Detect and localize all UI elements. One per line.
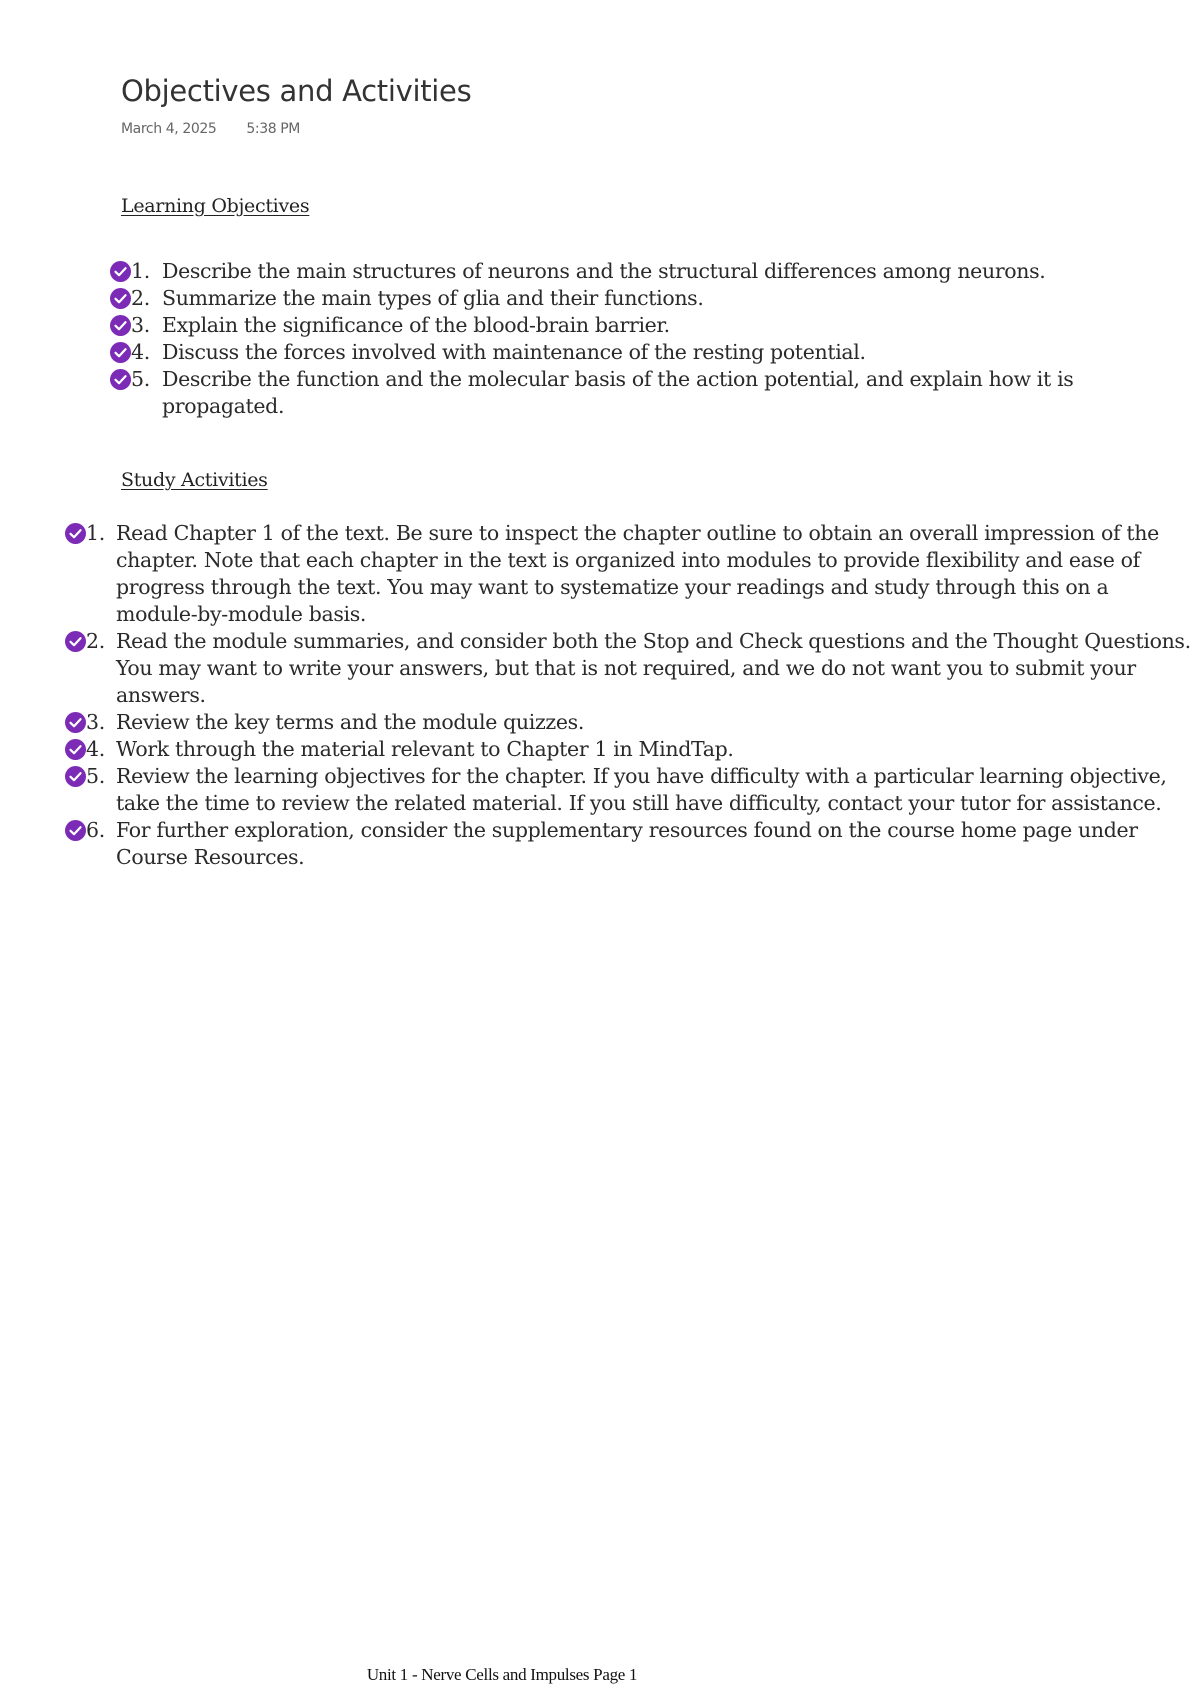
list-text: Discuss the forces involved with maintenance of the resting potential.: [162, 340, 866, 364]
list-number: 3.: [131, 313, 150, 337]
checkmark-circle-icon[interactable]: [110, 261, 131, 282]
list-text: Read the module summaries, and consider both the Stop and Check questions and the Thought Questions. You may want to write your answers, but that is not required, and we do not want you to submit your answers.: [116, 629, 1191, 707]
checkmark-circle-icon[interactable]: [65, 523, 86, 544]
list-text: Explain the significance of the blood-brain barrier.: [162, 313, 670, 337]
list-number: 1.: [131, 259, 150, 283]
list-number: 3.: [86, 710, 105, 734]
list-text: For further exploration, consider the supplementary resources found on the course home page under Course Resources.: [116, 818, 1138, 869]
list-text: Read Chapter 1 of the text. Be sure to inspect the chapter outline to obtain an overall impression of the chapter. Note that each chapter in the text is organized into modules to provide flexibility and ease of progress through the text. You may want to systematize your readings and study through this on a module-by-module basis.: [116, 521, 1159, 626]
study-activity-item: [65, 520, 1195, 628]
checkmark-circle-icon[interactable]: [110, 369, 131, 390]
checkmark-circle-icon[interactable]: [65, 766, 86, 787]
learning-objectives-heading: Learning Objectives: [121, 195, 310, 217]
checkmark-circle-icon[interactable]: [65, 820, 86, 841]
page-footer: Unit 1 - Nerve Cells and Impulses Page 1: [366, 1665, 638, 1684]
study-activities-heading: Study Activities: [121, 469, 268, 491]
checkmark-circle-icon[interactable]: [110, 288, 131, 309]
list-text: Describe the main structures of neurons and the structural differences among neurons.: [162, 259, 1046, 283]
study-activity-item: [65, 817, 1195, 871]
study-activity-item: [65, 709, 1195, 736]
list-text: Describe the function and the molecular basis of the action potential, and explain how it is propagated.: [162, 367, 1074, 418]
list-number: 5.: [86, 764, 105, 788]
list-number: 5.: [131, 367, 150, 391]
learning-objective-item: [110, 366, 1190, 420]
learning-objectives-list: [110, 258, 1190, 420]
page-meta: [121, 121, 300, 137]
study-activity-item: [65, 628, 1195, 709]
study-activity-item: [65, 763, 1195, 817]
learning-objective-item: [110, 285, 1190, 312]
list-number: 2.: [131, 286, 150, 310]
checkmark-circle-icon[interactable]: [65, 631, 86, 652]
learning-objective-item: [110, 312, 1190, 339]
page-date: March 4, 2025: [121, 121, 217, 137]
list-text: Review the learning objectives for the chapter. If you have difficulty with a particular learning objective, take the time to review the related material. If you still have difficulty, contact your tutor for assistance.: [116, 764, 1167, 815]
checkmark-circle-icon[interactable]: [110, 342, 131, 363]
page-title: Objectives and Activities: [121, 74, 472, 108]
list-text: Summarize the main types of glia and their functions.: [162, 286, 704, 310]
checkmark-circle-icon[interactable]: [65, 712, 86, 733]
checkmark-circle-icon[interactable]: [65, 739, 86, 760]
list-number: 4.: [131, 340, 150, 364]
list-text: Work through the material relevant to Chapter 1 in MindTap.: [116, 737, 734, 761]
learning-objective-item: [110, 258, 1190, 285]
page-time: 5:38 PM: [246, 121, 300, 137]
checkmark-circle-icon[interactable]: [110, 315, 131, 336]
study-activities-list: [65, 520, 1195, 871]
list-number: 4.: [86, 737, 105, 761]
list-number: 1.: [86, 521, 105, 545]
list-text: Review the key terms and the module quizzes.: [116, 710, 585, 734]
learning-objective-item: [110, 339, 1190, 366]
study-activity-item: [65, 736, 1195, 763]
list-number: 2.: [86, 629, 105, 653]
list-number: 6.: [86, 818, 105, 842]
